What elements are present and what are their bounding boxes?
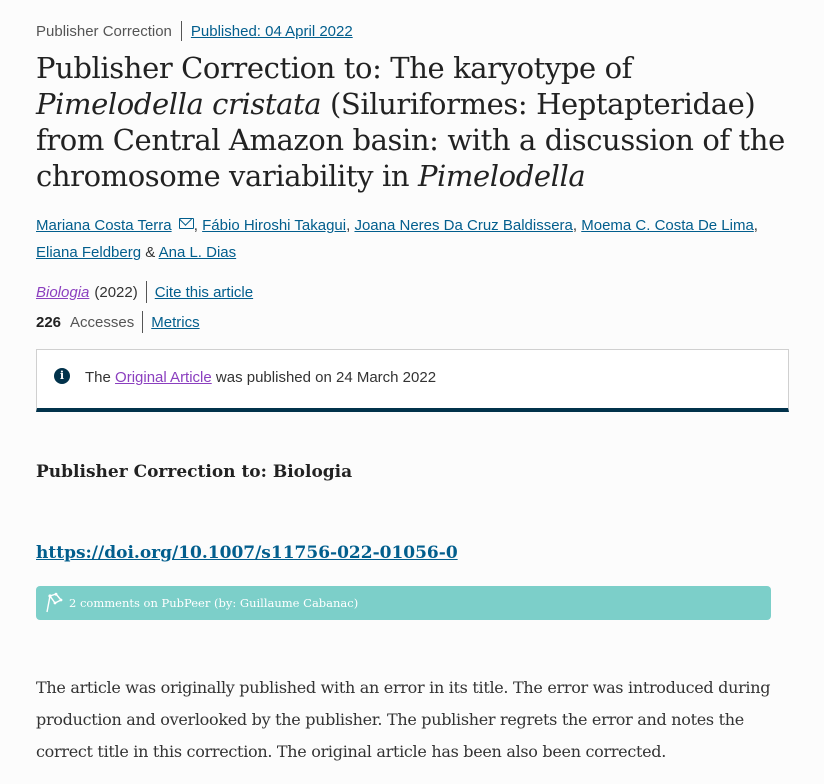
- author-link[interactable]: Ana L. Dias: [158, 244, 237, 261]
- author-separator: &: [145, 244, 156, 261]
- accesses-label: Accesses: [70, 313, 135, 331]
- author-link[interactable]: Fábio Hiroshi Takagui: [202, 217, 347, 234]
- accesses-count: 226: [36, 313, 62, 331]
- notice-prefix: The: [85, 369, 111, 386]
- pubpeer-icon: [44, 592, 64, 614]
- author-link[interactable]: Joana Neres Da Cruz Baldissera: [354, 217, 573, 234]
- info-icon: i: [54, 368, 70, 384]
- title-italic-2: Pimelodella: [417, 159, 586, 193]
- body-paragraph: The article was originally published with an error in its title. The error was introduced during production and overlooked by the publisher. The publisher regrets the error and notes the correct title in this correction. The original article has been also been corrected.: [36, 678, 771, 761]
- doi-link[interactable]: https://doi.org/10.1007/s11756-022-01056-0: [36, 543, 458, 563]
- journal-line: [36, 281, 253, 303]
- author-list: [36, 212, 796, 266]
- title-part-2: (Siluriformes: Heptapteridae) from Central Amazon basin: with a discussion of the chromosome variability in: [36, 87, 785, 193]
- email-icon[interactable]: [179, 218, 194, 229]
- published-date-link[interactable]: Published: 04 April 2022: [190, 22, 353, 40]
- author-link[interactable]: Moema C. Costa De Lima: [581, 217, 754, 234]
- pubpeer-label: 2 comments on PubPeer (by: Guillaume Cabanac): [69, 596, 359, 610]
- journal-link[interactable]: Biologia: [36, 283, 90, 301]
- author-link[interactable]: Mariana Costa Terra: [36, 217, 172, 234]
- original-article-notice: [36, 349, 789, 412]
- pubpeer-comments-bar[interactable]: [36, 586, 771, 620]
- title-italic-1: Pimelodella cristata: [36, 87, 322, 121]
- divider: [146, 281, 147, 303]
- article-type: Publisher Correction: [36, 22, 172, 40]
- access-metrics: [36, 311, 200, 333]
- original-article-link[interactable]: Original Article: [115, 369, 212, 386]
- journal-year: (2022): [94, 283, 138, 301]
- section-heading: Publisher Correction to: Biologia: [36, 462, 353, 482]
- notice-text: [85, 369, 436, 386]
- title-part-1: Publisher Correction to: The karyotype of: [36, 51, 633, 85]
- divider: [181, 21, 182, 41]
- article-meta-header: [36, 21, 353, 41]
- author-separator: ,: [346, 217, 351, 234]
- author-separator: ,: [572, 217, 578, 234]
- notice-suffix: was published on 24 March 2022: [215, 369, 437, 386]
- divider: [142, 311, 143, 333]
- author-separator: ,: [753, 217, 758, 234]
- metrics-link[interactable]: Metrics: [151, 313, 200, 331]
- author-link[interactable]: Eliana Feldberg: [36, 244, 142, 261]
- article-title: [36, 50, 788, 194]
- author-separator: ,: [193, 217, 198, 234]
- cite-article-link[interactable]: Cite this article: [154, 283, 254, 301]
